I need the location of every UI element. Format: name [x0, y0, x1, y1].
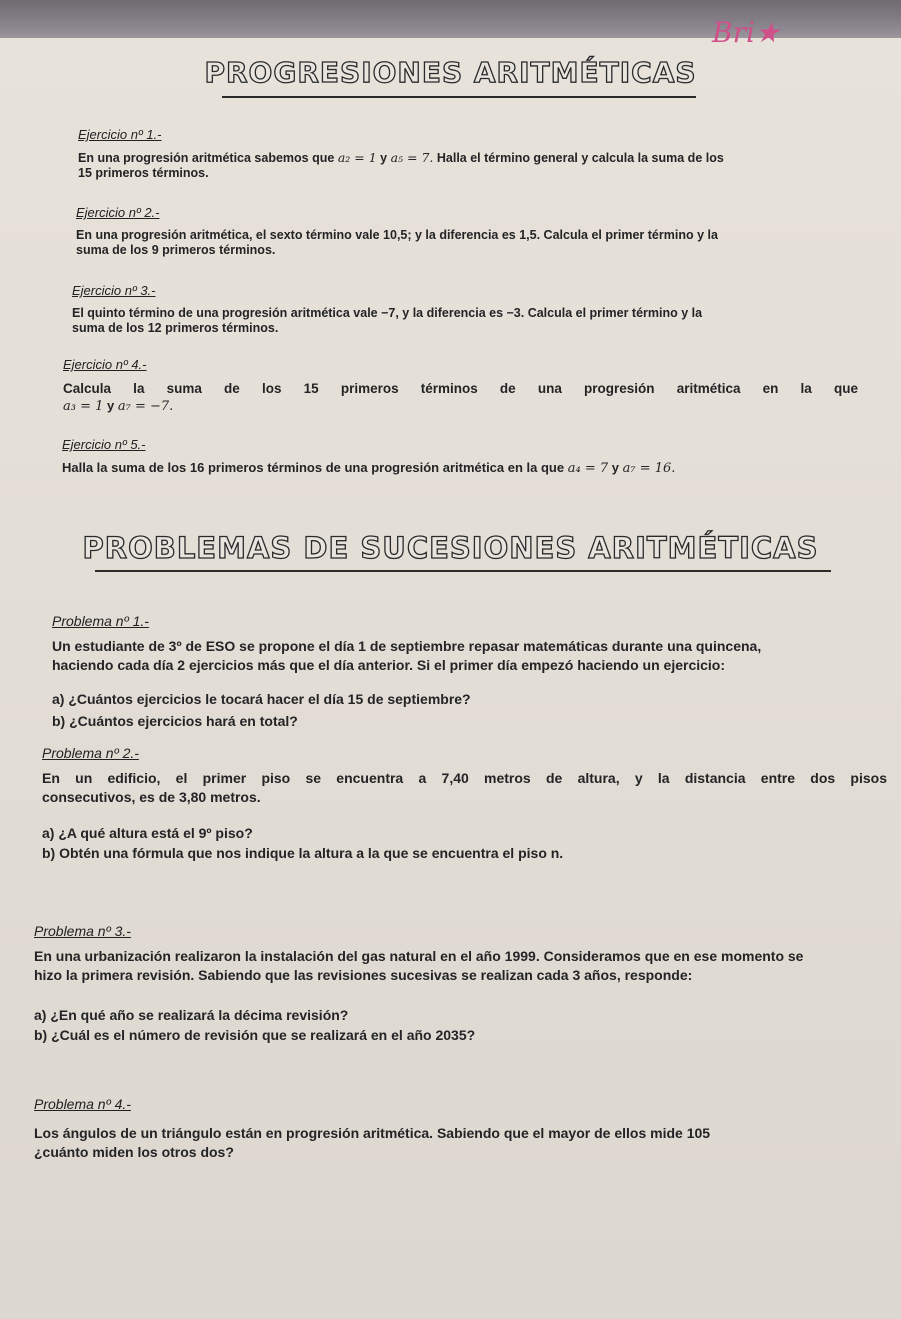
problem-4-text — [34, 1124, 900, 1162]
problem-4-text-line2: ¿cuánto miden los otros dos? — [34, 1144, 234, 1160]
problem-2 — [42, 745, 887, 863]
handwritten-note: Bri★ — [712, 16, 781, 49]
problem-1-question-b: b) ¿Cuántos ejercicios hará en total? — [52, 713, 298, 729]
problem-1-label: Problema nº 1.- — [52, 613, 149, 629]
section-title-underline — [95, 570, 831, 572]
problem-3-text-line1: En una urbanización realizaron la instalación del gas natural en el año 1999. Consideramos que en ese momento se — [34, 948, 804, 964]
exercise-5-text-a: Halla la suma de los 16 primeros términos de una progresión aritmética en la que — [62, 460, 565, 475]
exercise-2-label: Ejercicio nº 2.- — [76, 205, 160, 220]
exercise-5-conj: y — [611, 460, 619, 475]
exercise-4-label: Ejercicio nº 4.- — [63, 357, 147, 372]
problem-1-text — [52, 637, 860, 675]
exercise-3-label: Ejercicio nº 3.- — [72, 283, 156, 298]
problem-4-text-line1: Los ángulos de un triángulo están en progresión aritmética. Sabiendo que el mayor de ellos mide 105 — [34, 1125, 711, 1141]
exercise-4-text-line1: Calcula la suma de los 15 primeros términos de una progresión aritmética en la que — [63, 381, 858, 396]
exercise-1 — [78, 127, 858, 181]
problem-2-question-a: a) ¿A qué altura está el 9º piso? — [42, 825, 253, 841]
problem-3-question-a: a) ¿En qué año se realizará la décima revisión? — [34, 1007, 349, 1023]
exercise-1-text — [78, 150, 858, 181]
exercise-3-text — [72, 306, 856, 336]
problem-4 — [34, 1096, 900, 1162]
problem-2-text-line2: consecutivos, es de 3,80 metros. — [42, 789, 261, 805]
problem-3 — [34, 923, 900, 1045]
exercise-2-text-line1: En una progresión aritmética, el sexto término vale 10,5; y la diferencia es 1,5. Calcula el primer término y la — [76, 228, 718, 242]
problem-3-text-line2: hizo la primera revisión. Sabiendo que las revisiones sucesivas se realizan cada 3 años, responde: — [34, 967, 693, 983]
problem-3-text — [34, 947, 900, 985]
exercise-3-text-line1: El quinto término de una progresión aritmética vale −7, y la diferencia es −3. Calcula el primer término y la — [72, 306, 703, 320]
problem-2-question-b: b) Obtén una fórmula que nos indique la altura a la que se encuentra el piso n. — [42, 845, 564, 861]
problem-3-label: Problema nº 3.- — [34, 923, 131, 939]
problem-2-label: Problema nº 2.- — [42, 745, 139, 761]
exercise-4-conj: y — [107, 398, 115, 413]
exercise-3 — [72, 283, 856, 336]
exercise-4-math-1: a₃ = 1 — [63, 399, 104, 414]
exercise-5 — [62, 437, 858, 476]
problem-2-text — [42, 769, 887, 807]
problem-1 — [52, 613, 860, 731]
exercise-4 — [63, 357, 858, 414]
problem-3-question-b: b) ¿Cuál es el número de revisión que se realizará en el año 2035? — [34, 1027, 476, 1043]
exercise-5-label: Ejercicio nº 5.- — [62, 437, 146, 452]
exercise-1-label: Ejercicio nº 1.- — [78, 127, 162, 142]
exercise-1-conj: y — [380, 151, 388, 165]
exercise-1-math-1: a₂ = 1 — [337, 150, 377, 165]
title-underline — [222, 96, 696, 98]
exercise-2 — [76, 205, 856, 258]
exercise-4-math-2: a₇ = −7. — [117, 399, 174, 414]
problem-1-text-line1: Un estudiante de 3º de ESO se propone el día 1 de septiembre repasar matemáticas durante una quincena, — [52, 638, 762, 654]
exercise-2-text — [76, 228, 856, 258]
problem-4-label: Problema nº 4.- — [34, 1096, 131, 1112]
exercise-1-text-line2: 15 primeros términos. — [78, 166, 209, 180]
exercise-1-text-a: En una progresión aritmética sabemos que — [78, 151, 335, 165]
exercise-1-text-b: Halla el término general y calcula la suma de los — [436, 151, 724, 165]
exercise-5-math-2: a₇ = 16. — [622, 461, 676, 476]
exercise-5-text — [62, 460, 858, 476]
exercise-5-math-1: a₄ = 7 — [567, 461, 609, 476]
exercise-1-math-2: a₅ = 7. — [390, 150, 434, 165]
problem-1-text-line2: haciendo cada día 2 ejercicios más que el día anterior. Si el primer día empezó haciendo un ejercicio: — [52, 657, 726, 673]
section-title: PROBLEMAS DE SUCESIONES ARITMÉTICAS — [82, 531, 819, 565]
exercise-2-text-line2: suma de los 9 primeros términos. — [76, 243, 276, 257]
exercise-4-text-line2 — [63, 398, 858, 414]
exercise-3-text-line2: suma de los 12 primeros términos. — [72, 321, 279, 335]
page-title: PROGRESIONES ARITMÉTICAS — [204, 56, 697, 89]
problem-1-question-a: a) ¿Cuántos ejercicios le tocará hacer el día 15 de septiembre? — [52, 691, 471, 707]
problem-2-text-line1: En un edificio, el primer piso se encuentra a 7,40 metros de altura, y la distancia entre dos pisos — [42, 770, 887, 786]
